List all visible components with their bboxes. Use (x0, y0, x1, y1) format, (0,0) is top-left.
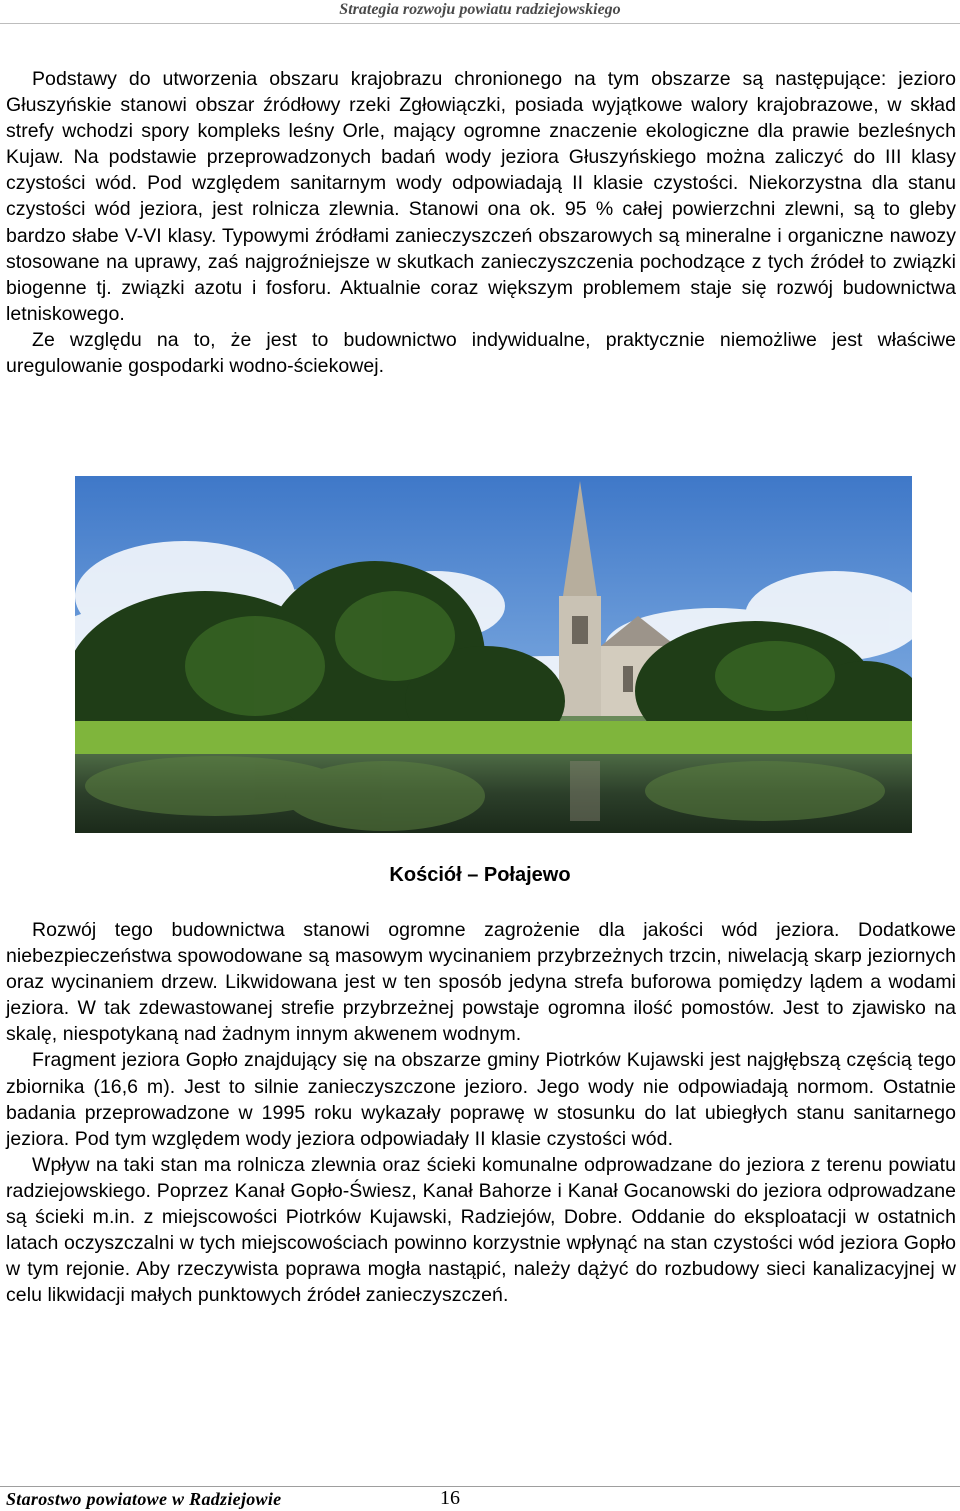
paragraph: Wpływ na taki stan ma rolnicza zlewnia oraz ścieki komunalne odprowadzane do jeziora z terenu powiatu radziejowskiego. Poprzez Kanał Gopło-Świesz, Kanał Bahorze i Kanał Gocanowski do jeziora odprowadzane są ścieki m.in. z miejscowości Piotrków Kujawski, Radziejów, Dobre. Oddanie do eksploatacji w ostatnich latach oczyszczalni w tych miejscowościach powinno korzystnie wpłynąć na stan czystości wód jeziora Gopło w tym rejonie. Aby rzeczywista poprawa mogła nastąpić, należy dążyć do rozbudowy sieci kanalizacyjnej w celu likwidacji małych punktowych źródeł zanieczyszczeń. (6, 1153, 956, 1307)
church-lake-photo (75, 476, 912, 833)
paragraph: Fragment jeziora Gopło znajdujący się na obszarze gminy Piotrków Kujawski jest najgłębszą częścią tego zbiornika (16,6 m). Jest to silnie zanieczyszczone jezioro. Jego wody nie odpowiadają normom. Ostatnie badania przeprowadzone w 1995 roku wykazały poprawę w stosunku do lat ubiegłych stanu sanitarnego jeziora. Pod tym względem wody jeziora odpowiadały II klasie czystości wód. (6, 1049, 956, 1150)
photo-caption: Kościół – Połajewo (389, 864, 571, 886)
church-reflection (570, 761, 600, 821)
footer-publisher: Starostwo powiatowe w Radziejowie (6, 1489, 282, 1509)
footer-divider (0, 1486, 960, 1487)
header-divider (0, 23, 960, 24)
paragraph: Rozwój tego budownictwa stanowi ogromne zagrożenie dla jakości wód jeziora. Dodatkowe niebezpieczeństwa spowodowane są masowym wycinaniem przybrzeżnych trzcin, niwelacją skarp jeziornych oraz wycinaniem drzew. Likwidowana jest w ten sposób jedyna strefa buforowa pomiędzy lądem a wodami jeziora. W tak zdewastowanej strefie przybrzeżnej powstaje ogromna ilość pomostów. Jest to zjawisko na skalę, niespotykaną nad żadnym innym akwenem wodnym. (6, 919, 956, 1046)
paragraph: Ze względu na to, że jest to budownictwo indywidualne, praktycznie niemożliwe jest właściwe uregulowanie gospodarki wodno-ściekowej. (6, 328, 956, 378)
page-number: 16 (440, 1487, 460, 1509)
body-section-2 (6, 917, 956, 1308)
paragraph: Podstawy do utworzenia obszaru krajobrazu chronionego na tym obszarze są następujące: jezioro Głuszyńskie stanowi obszar źródłowy rzeki Zgłowiączki, posiada wyjątkowe walory krajobrazowe, w skład strefy wchodzi spory kompleks leśny Orle, mający ogromne znaczenie ekologiczne dla prawie bezleśnych Kujaw. Na podstawie przeprowadzonych badań wody jeziora Głuszyńskiego można zaliczyć do III klasy czystości wód. Pod względem sanitarnym wody odpowiadają II klasie czystości. Niekorzystna dla stanu czystości wód jeziora, jest rolnicza zlewnia. Stanowi ona ok. 95 % całej powierzchni zlewni, są to gleby bardzo słabe V-VI klasy. Typowymi źródłami zanieczyszczeń obszarowych są mineralne i organiczne nawozy stosowane na uprawy, zaś najgroźniejsze w skutkach zanieczyszczenia pochodzące z tych źródeł to związki biogenne tj. związki azotu i fosforu. Aktualnie coraz większym problemem staje się rozwój budownictwa letniskowego. (6, 68, 956, 325)
grass-meadow (75, 721, 912, 756)
body-section-1 (6, 66, 956, 379)
running-header: Strategia rozwoju powiatu radziejowskiego (339, 1, 621, 18)
